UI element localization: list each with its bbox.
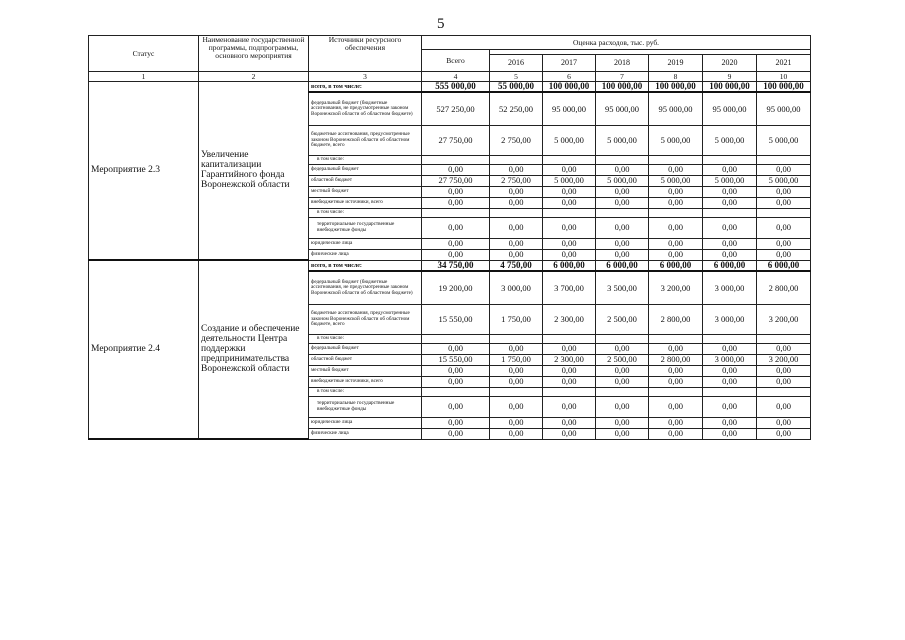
year-value-cell xyxy=(490,334,543,343)
status-cell: Мероприятие 2.3 xyxy=(89,82,199,261)
year-value-cell: 0,00 xyxy=(596,164,649,175)
year-value-cell: 0,00 xyxy=(596,238,649,249)
year-value-cell: 2 300,00 xyxy=(543,304,596,334)
funding-source-cell: областной бюджет xyxy=(309,175,422,186)
year-value-cell: 0,00 xyxy=(757,249,811,260)
year-value-cell: 100 000,00 xyxy=(543,82,596,93)
year-value-cell: 0,00 xyxy=(490,197,543,208)
table-body xyxy=(89,82,811,440)
year-header: 2020 xyxy=(703,55,757,72)
year-value-cell: 52 250,00 xyxy=(490,92,543,125)
year-value-cell: 0,00 xyxy=(490,365,543,376)
total-value-cell: 527 250,00 xyxy=(422,92,490,125)
total-value-cell: 0,00 xyxy=(422,197,490,208)
year-value-cell: 0,00 xyxy=(703,376,757,387)
year-value-cell: 0,00 xyxy=(649,186,703,197)
funding-source-cell: в том числе: xyxy=(309,155,422,164)
year-value-cell: 0,00 xyxy=(757,428,811,439)
year-value-cell: 5 000,00 xyxy=(596,125,649,155)
year-value-cell xyxy=(757,208,811,217)
year-value-cell: 0,00 xyxy=(543,365,596,376)
year-value-cell: 0,00 xyxy=(703,197,757,208)
year-value-cell: 3 000,00 xyxy=(490,271,543,304)
year-value-cell: 1 750,00 xyxy=(490,354,543,365)
year-value-cell: 0,00 xyxy=(703,428,757,439)
year-value-cell xyxy=(596,334,649,343)
year-value-cell: 0,00 xyxy=(757,238,811,249)
year-value-cell: 0,00 xyxy=(543,249,596,260)
year-value-cell: 0,00 xyxy=(703,365,757,376)
year-value-cell: 0,00 xyxy=(490,238,543,249)
total-value-cell: 0,00 xyxy=(422,249,490,260)
total-value-cell: 555 000,00 xyxy=(422,82,490,93)
year-value-cell: 3 000,00 xyxy=(703,271,757,304)
year-value-cell xyxy=(490,208,543,217)
year-value-cell: 2 750,00 xyxy=(490,125,543,155)
total-value-cell: 15 550,00 xyxy=(422,354,490,365)
year-value-cell: 0,00 xyxy=(649,343,703,354)
funding-source-cell: областной бюджет xyxy=(309,354,422,365)
year-value-cell xyxy=(649,387,703,396)
funding-source-cell: федеральный бюджет (бюджетные ассигнования, не предусмотренные законом Воронежской области об областном бюджете) xyxy=(309,92,422,125)
year-header: 2018 xyxy=(596,55,649,72)
year-value-cell: 0,00 xyxy=(490,186,543,197)
total-value-cell: 0,00 xyxy=(422,428,490,439)
year-value-cell: 2 800,00 xyxy=(649,354,703,365)
year-header: 2021 xyxy=(757,55,811,72)
year-value-cell: 1 750,00 xyxy=(490,304,543,334)
year-value-cell: 0,00 xyxy=(757,376,811,387)
funding-source-cell: всего, в том числе: xyxy=(309,82,422,93)
year-value-cell xyxy=(543,387,596,396)
year-value-cell xyxy=(596,208,649,217)
funding-source-cell: внебюджетные источники, всего xyxy=(309,197,422,208)
year-value-cell: 0,00 xyxy=(490,396,543,417)
year-value-cell: 0,00 xyxy=(703,186,757,197)
year-value-cell xyxy=(543,334,596,343)
year-value-cell: 95 000,00 xyxy=(757,92,811,125)
total-row xyxy=(89,82,811,93)
year-value-cell: 55 000,00 xyxy=(490,82,543,93)
total-value-cell: 0,00 xyxy=(422,376,490,387)
year-value-cell: 0,00 xyxy=(543,376,596,387)
year-value-cell: 0,00 xyxy=(703,217,757,238)
year-value-cell: 0,00 xyxy=(490,428,543,439)
year-value-cell: 5 000,00 xyxy=(757,125,811,155)
year-value-cell: 5 000,00 xyxy=(757,175,811,186)
funding-source-cell: бюджетные ассигнования, предусмотренные законом Воронежской области об областном бюджете, всего xyxy=(309,125,422,155)
column-number: 3 xyxy=(309,72,422,82)
column-number: 7 xyxy=(596,72,649,82)
activity-name-cell: Создание и обеспечение деятельности Центра поддержки предпринимательства Воронежской области xyxy=(199,260,309,439)
year-value-cell: 5 000,00 xyxy=(703,175,757,186)
total-header: Всего xyxy=(422,50,490,72)
total-value-cell xyxy=(422,155,490,164)
year-value-cell: 3 000,00 xyxy=(703,304,757,334)
year-value-cell: 0,00 xyxy=(596,365,649,376)
year-value-cell: 2 500,00 xyxy=(596,304,649,334)
year-value-cell: 95 000,00 xyxy=(649,92,703,125)
year-value-cell: 0,00 xyxy=(703,417,757,428)
funding-source-cell: в том числе: xyxy=(309,208,422,217)
year-value-cell: 2 750,00 xyxy=(490,175,543,186)
column-number: 8 xyxy=(649,72,703,82)
year-value-cell: 0,00 xyxy=(543,417,596,428)
total-value-cell: 0,00 xyxy=(422,343,490,354)
year-value-cell: 2 500,00 xyxy=(596,354,649,365)
year-value-cell: 0,00 xyxy=(757,343,811,354)
total-value-cell: 19 200,00 xyxy=(422,271,490,304)
column-number: 1 xyxy=(89,72,199,82)
year-value-cell: 95 000,00 xyxy=(543,92,596,125)
year-value-cell: 0,00 xyxy=(703,343,757,354)
year-value-cell: 3 000,00 xyxy=(703,354,757,365)
year-value-cell: 0,00 xyxy=(703,238,757,249)
total-value-cell: 0,00 xyxy=(422,238,490,249)
year-value-cell: 0,00 xyxy=(596,186,649,197)
year-value-cell: 95 000,00 xyxy=(596,92,649,125)
year-value-cell: 0,00 xyxy=(649,417,703,428)
year-value-cell: 0,00 xyxy=(757,164,811,175)
year-value-cell: 3 200,00 xyxy=(757,304,811,334)
year-value-cell xyxy=(757,387,811,396)
status-header: Статус xyxy=(89,36,199,72)
year-value-cell: 2 300,00 xyxy=(543,354,596,365)
year-value-cell xyxy=(703,208,757,217)
year-value-cell: 0,00 xyxy=(543,164,596,175)
year-value-cell: 0,00 xyxy=(596,417,649,428)
funding-source-cell: территориальные государственные внебюджетные фонды xyxy=(309,217,422,238)
year-value-cell: 6 000,00 xyxy=(596,260,649,271)
total-value-cell xyxy=(422,334,490,343)
total-value-cell: 27 750,00 xyxy=(422,125,490,155)
year-header: 2016 xyxy=(490,55,543,72)
total-value-cell: 0,00 xyxy=(422,417,490,428)
estimate-header: Оценка расходов, тыс. руб. xyxy=(422,36,811,50)
year-value-cell: 100 000,00 xyxy=(596,82,649,93)
year-value-cell xyxy=(649,208,703,217)
year-value-cell: 2 800,00 xyxy=(649,304,703,334)
year-value-cell: 0,00 xyxy=(649,217,703,238)
year-value-cell: 0,00 xyxy=(649,164,703,175)
year-value-cell: 95 000,00 xyxy=(703,92,757,125)
funding-source-cell: в том числе: xyxy=(309,387,422,396)
year-value-cell: 100 000,00 xyxy=(703,82,757,93)
year-value-cell: 0,00 xyxy=(543,396,596,417)
total-value-cell: 15 550,00 xyxy=(422,304,490,334)
funding-source-cell: бюджетные ассигнования, предусмотренные законом Воронежской области об областном бюджете, всего xyxy=(309,304,422,334)
table-header xyxy=(89,36,811,82)
total-row xyxy=(89,260,811,271)
year-value-cell: 0,00 xyxy=(703,396,757,417)
total-value-cell: 27 750,00 xyxy=(422,175,490,186)
year-value-cell: 0,00 xyxy=(649,249,703,260)
year-value-cell: 0,00 xyxy=(543,343,596,354)
funding-source-cell: местный бюджет xyxy=(309,186,422,197)
column-number: 5 xyxy=(490,72,543,82)
year-value-cell: 0,00 xyxy=(649,428,703,439)
year-value-cell: 2 800,00 xyxy=(757,271,811,304)
year-value-cell: 0,00 xyxy=(596,249,649,260)
year-value-cell xyxy=(543,208,596,217)
year-value-cell: 5 000,00 xyxy=(596,175,649,186)
page-number: 5 xyxy=(437,16,445,32)
total-value-cell: 0,00 xyxy=(422,186,490,197)
year-header: 2019 xyxy=(649,55,703,72)
year-value-cell xyxy=(649,155,703,164)
column-number: 2 xyxy=(199,72,309,82)
program-name-header: Наименование государственной программы, подпрограммы, основного мероприятия xyxy=(199,36,309,72)
year-value-cell: 0,00 xyxy=(543,197,596,208)
funding-source-cell: физические лица xyxy=(309,249,422,260)
sources-header: Источники ресурсного обеспечения xyxy=(309,36,422,72)
funding-source-cell: внебюджетные источники, всего xyxy=(309,376,422,387)
year-value-cell: 5 000,00 xyxy=(649,125,703,155)
year-value-cell: 0,00 xyxy=(596,197,649,208)
year-value-cell: 0,00 xyxy=(596,396,649,417)
column-number: 9 xyxy=(703,72,757,82)
year-value-cell: 0,00 xyxy=(703,164,757,175)
year-value-cell: 3 500,00 xyxy=(596,271,649,304)
year-value-cell: 0,00 xyxy=(649,376,703,387)
year-value-cell: 0,00 xyxy=(490,249,543,260)
year-value-cell: 0,00 xyxy=(543,186,596,197)
year-value-cell: 0,00 xyxy=(490,376,543,387)
total-value-cell xyxy=(422,387,490,396)
column-number: 4 xyxy=(422,72,490,82)
year-value-cell xyxy=(703,387,757,396)
year-value-cell xyxy=(596,387,649,396)
year-value-cell: 6 000,00 xyxy=(757,260,811,271)
funding-source-cell: местный бюджет xyxy=(309,365,422,376)
year-value-cell: 0,00 xyxy=(757,365,811,376)
year-value-cell xyxy=(490,387,543,396)
year-value-cell: 0,00 xyxy=(596,376,649,387)
year-value-cell xyxy=(649,334,703,343)
year-value-cell: 0,00 xyxy=(757,217,811,238)
funding-source-cell: территориальные государственные внебюджетные фонды xyxy=(309,396,422,417)
year-value-cell: 0,00 xyxy=(596,428,649,439)
year-value-cell: 0,00 xyxy=(543,217,596,238)
year-value-cell: 100 000,00 xyxy=(649,82,703,93)
year-value-cell: 100 000,00 xyxy=(757,82,811,93)
total-value-cell: 0,00 xyxy=(422,396,490,417)
year-value-cell: 0,00 xyxy=(490,217,543,238)
year-value-cell xyxy=(543,155,596,164)
total-value-cell: 0,00 xyxy=(422,217,490,238)
total-value-cell xyxy=(422,208,490,217)
total-value-cell: 0,00 xyxy=(422,164,490,175)
year-value-cell: 3 200,00 xyxy=(757,354,811,365)
funding-source-cell: всего, в том числе: xyxy=(309,260,422,271)
year-value-cell: 0,00 xyxy=(543,428,596,439)
year-value-cell: 0,00 xyxy=(757,186,811,197)
year-value-cell: 6 000,00 xyxy=(649,260,703,271)
year-value-cell: 0,00 xyxy=(490,417,543,428)
year-value-cell: 0,00 xyxy=(757,396,811,417)
year-value-cell: 0,00 xyxy=(649,238,703,249)
year-value-cell: 0,00 xyxy=(757,417,811,428)
year-value-cell: 5 000,00 xyxy=(543,125,596,155)
funding-source-cell: федеральный бюджет (бюджетные ассигнования, не предусмотренные законом Воронежской области об областном бюджете) xyxy=(309,271,422,304)
year-value-cell: 0,00 xyxy=(649,396,703,417)
year-value-cell xyxy=(757,155,811,164)
year-value-cell: 3 200,00 xyxy=(649,271,703,304)
year-value-cell: 3 700,00 xyxy=(543,271,596,304)
year-value-cell: 0,00 xyxy=(757,197,811,208)
year-value-cell: 0,00 xyxy=(543,238,596,249)
year-value-cell: 4 750,00 xyxy=(490,260,543,271)
year-value-cell xyxy=(596,155,649,164)
year-value-cell: 5 000,00 xyxy=(649,175,703,186)
year-value-cell xyxy=(703,334,757,343)
year-value-cell: 0,00 xyxy=(596,217,649,238)
year-value-cell: 6 000,00 xyxy=(703,260,757,271)
total-value-cell: 0,00 xyxy=(422,365,490,376)
year-value-cell: 0,00 xyxy=(703,249,757,260)
funding-source-cell: федеральный бюджет xyxy=(309,164,422,175)
funding-source-cell: федеральный бюджет xyxy=(309,343,422,354)
year-value-cell: 0,00 xyxy=(596,343,649,354)
year-header: 2017 xyxy=(543,55,596,72)
year-value-cell xyxy=(757,334,811,343)
funding-source-cell: юридические лица xyxy=(309,238,422,249)
year-value-cell: 0,00 xyxy=(490,343,543,354)
year-value-cell xyxy=(703,155,757,164)
activity-name-cell: Увеличение капитализации Гарантийного фонда Воронежской области xyxy=(199,82,309,261)
year-value-cell: 0,00 xyxy=(490,164,543,175)
year-value-cell: 0,00 xyxy=(649,197,703,208)
budget-table xyxy=(88,35,811,440)
column-number-row xyxy=(89,72,811,82)
funding-source-cell: физические лица xyxy=(309,428,422,439)
year-value-cell: 6 000,00 xyxy=(543,260,596,271)
status-cell: Мероприятие 2.4 xyxy=(89,260,199,439)
column-number: 10 xyxy=(757,72,811,82)
column-number: 6 xyxy=(543,72,596,82)
year-value-cell: 5 000,00 xyxy=(543,175,596,186)
funding-source-cell: в том числе: xyxy=(309,334,422,343)
year-value-cell xyxy=(490,155,543,164)
year-value-cell: 0,00 xyxy=(649,365,703,376)
funding-source-cell: юридические лица xyxy=(309,417,422,428)
year-value-cell: 5 000,00 xyxy=(703,125,757,155)
total-value-cell: 34 750,00 xyxy=(422,260,490,271)
